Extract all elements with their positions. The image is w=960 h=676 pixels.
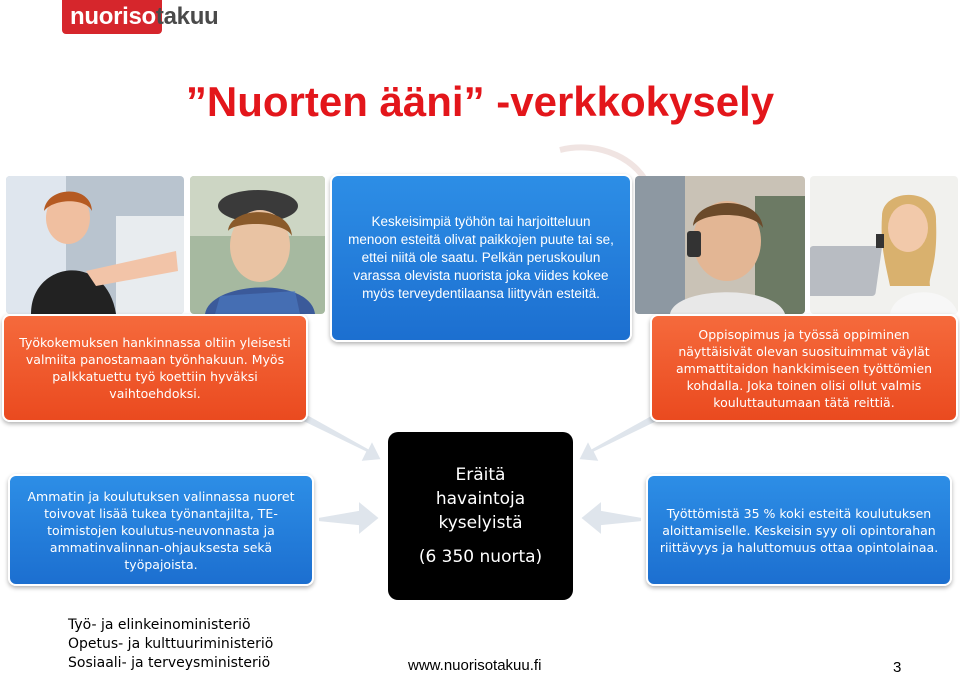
finding-box-top [330,174,632,342]
center-line-4: (6 350 nuorta) [418,547,543,567]
finding-text: Keskeisimpiä työhön tai harjoitteluun menoon esteitä olivat paikkojen puute tai se, ettei niitä ole saatu. Pelkän peruskoulun varassa olevista nuorista joka viides kokee myös terveydentilaansa liittyvän esteitä. [348,214,614,301]
footer-url-link[interactable]: www.nuorisotakuu.fi [408,657,542,674]
photo-image [6,176,184,314]
center-summary-box [388,432,573,600]
finding-box-bottom-left [8,474,314,586]
finding-box-left [2,314,308,422]
center-line-3: kyselyistä [438,513,523,533]
ministry-name: Sosiaali- ja terveysministeriö [68,655,271,671]
footer-ministries [68,616,273,673]
logo-text-part2: takuu [155,3,219,30]
center-line-2: havaintoja [435,489,526,509]
arrow-right-icon [580,500,642,536]
photo-boy-cap [190,176,325,314]
photo-image [810,176,958,314]
photo-young-woman-office [6,176,184,314]
photo-image [190,176,325,314]
arrow-left-icon [318,500,380,536]
finding-text: Työkokemuksen hankinnassa oltiin yleisesti valmiita panostamaan työnhakuun. Myös palkkatuettu työ koettiin hyväksi vaihtoehdoksi. [19,335,291,401]
arrow-left-down-icon [295,410,382,462]
finding-box-bottom-right [646,474,952,586]
finding-text: Oppisopimus ja työssä oppiminen näyttäisivät olevan suosituimmat väylät ammattitaidon hankkimiseen työttömien kohdalla. Joka toinen olisi ollut valmis kouluttautumaan tätä reittiä. [675,326,932,410]
photo-man-phone [635,176,805,314]
logo-text-part1: nuoriso [70,3,156,30]
finding-box-right [650,314,958,422]
photo-woman-laptop [810,176,958,314]
page-number: 3 [893,659,902,676]
photo-image [635,176,805,314]
ministry-name: Opetus- ja kulttuuriministeriö [68,636,274,652]
finding-text: Työttömistä 35 % koki esteitä koulutuksen aloittamiselle. Keskeisin syy oli opintorahan riittävyys ja haluttomuus ottaa opintolainaa. [659,505,939,555]
center-line-1: Eräitä [455,465,506,485]
page-title: ”Nuorten ääni” -verkkokysely [185,78,775,125]
ministry-name: Työ- ja elinkeinoministeriö [68,617,251,633]
finding-text: Ammatin ja koulutuksen valinnassa nuoret toivovat lisää tukea työnantajilta, TE-toimistojen koulutus-neuvonnasta ja ammatinvalinnan-ohjauksesta sekä työpajoista. [27,488,295,572]
